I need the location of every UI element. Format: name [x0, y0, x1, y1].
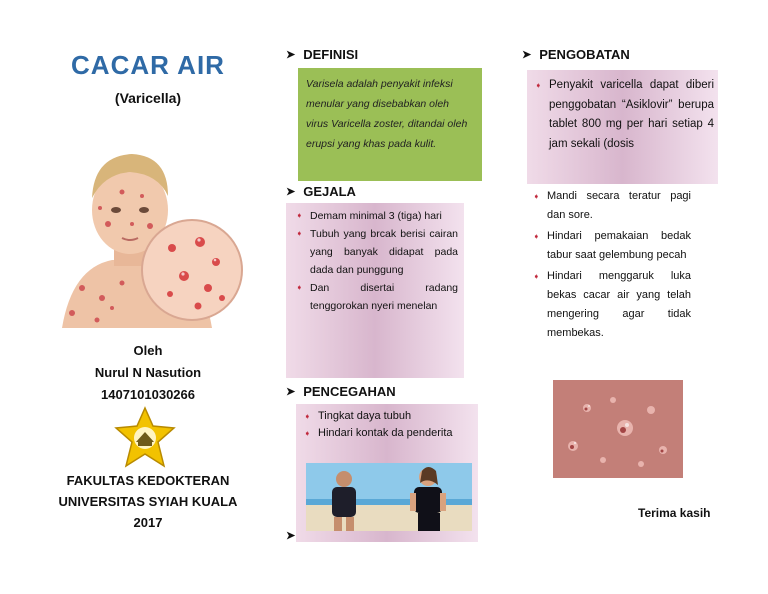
faculty-block [0, 470, 296, 533]
arrow-icon: ➤ [286, 186, 296, 198]
list-item: ➧ Tingkat daya tubuh [304, 408, 470, 425]
pengobatan-extra [533, 187, 691, 345]
empty-heading [286, 529, 295, 542]
author-block [0, 340, 296, 406]
university-logo [112, 406, 178, 472]
runners-photo [306, 463, 472, 531]
list-item: ➧ Hindari pemakaian bedak tabur saat gelembung pecah [533, 227, 691, 265]
gejala-list [296, 207, 458, 315]
list-item: ➧ Hindari menggaruk luka bekas cacar air yang telah mengering agar tidak membekas. [533, 267, 691, 343]
child-varicella-photo [52, 138, 248, 334]
author-prefix: Oleh [133, 343, 163, 358]
arrow-icon: ➤ [286, 386, 296, 398]
closing-text: Terima kasih [638, 506, 711, 520]
pengobatan-box-list [535, 76, 714, 154]
author-id: 1407101030266 [101, 387, 195, 402]
year: 2017 [133, 515, 163, 530]
faculty-name: FAKULTAS KEDOKTERAN [66, 473, 230, 488]
gejala-heading-label: GEJALA [303, 184, 356, 199]
university-name: UNIVERSITAS SYIAH KUALA [58, 494, 238, 509]
pencegahan-list [304, 408, 470, 442]
list-item: ➧ Hindari kontak da penderita [304, 425, 470, 442]
arrow-icon: ➤ [286, 49, 296, 61]
list-item: ➧ Tubuh yang brcak berisi cairan yang banyak didapat pada dada dan punggung [296, 225, 458, 279]
arrow-icon: ➤ [522, 49, 532, 61]
skin-rash-photo [553, 380, 683, 478]
list-item: ➧ Mandi secara teratur pagi dan sore. [533, 187, 691, 225]
pengobatan-heading [522, 47, 630, 62]
pengobatan-heading-label: PENGOBATAN [539, 47, 630, 62]
brochure-subtitle: (Varicella) [114, 90, 182, 106]
definisi-heading [286, 47, 358, 62]
brochure-title: CACAR AIR [71, 50, 225, 80]
pencegahan-heading-label: PENCEGAHAN [303, 384, 396, 399]
gejala-heading [286, 184, 356, 199]
gejala-panel [286, 203, 464, 378]
definisi-heading-label: DEFINISI [303, 47, 359, 62]
pengobatan-panel [527, 70, 718, 184]
arrow-icon: ➤ [286, 530, 296, 542]
author-name: Nurul N Nasution [94, 365, 202, 380]
list-item: ➧ Penyakit varicella dapat diberi penggobatan “Asiklovir” berupa tablet 800 mg per hari setiap 4 jam sekali (dosis [535, 76, 714, 154]
pencegahan-heading [286, 384, 396, 399]
list-item: ➧ Dan disertai radang tenggorokan nyeri menelan [296, 279, 458, 315]
pengobatan-list [533, 187, 691, 343]
definisi-text: Varisela adalah penyakit infeksi menular yang disebabkan oleh virus Varicella zoster, ditandai oleh erupsi yang khas pada kulit. [298, 68, 482, 181]
list-item: ➧ Demam minimal 3 (tiga) hari [296, 207, 458, 225]
